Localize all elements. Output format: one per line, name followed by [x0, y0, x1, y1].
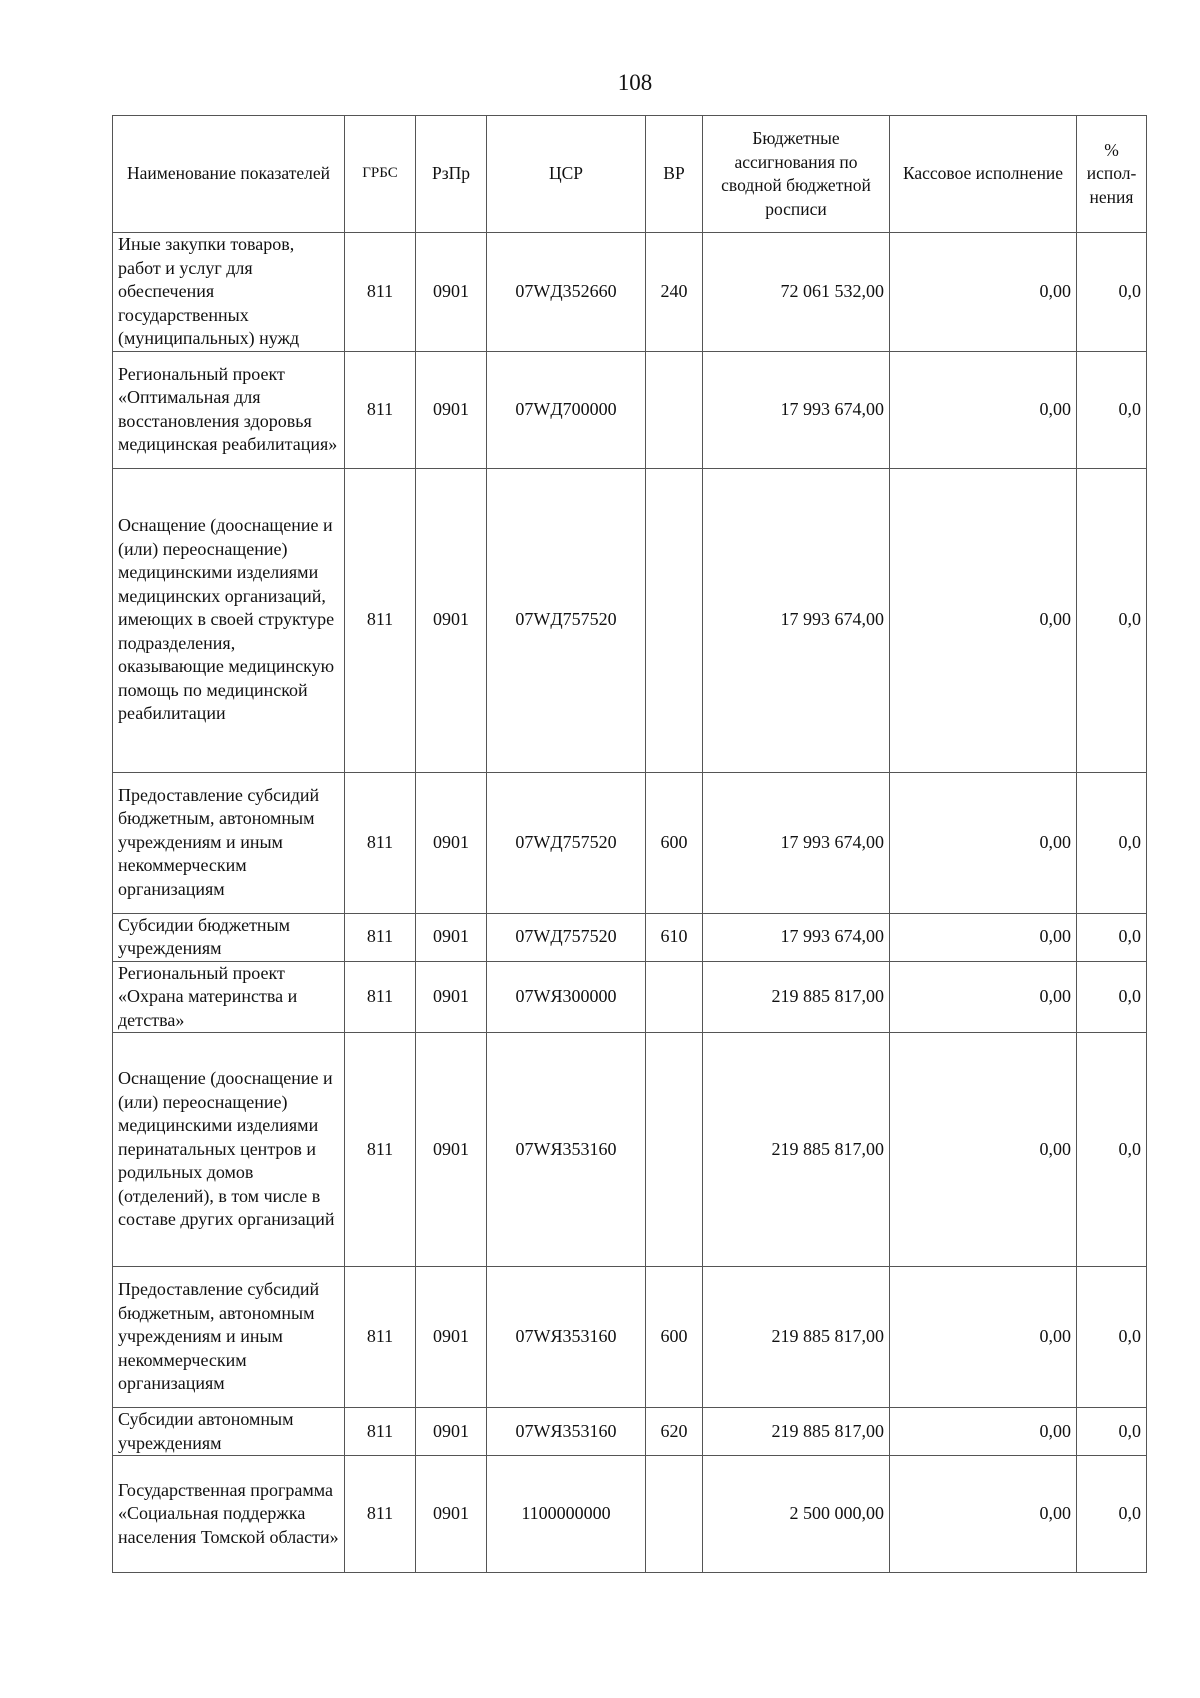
table-row [113, 772, 1147, 913]
cell-budget: 219 885 817,00 [703, 1033, 890, 1267]
cell-vr [646, 468, 703, 772]
cell-vr: 240 [646, 233, 703, 352]
cell-cash: 0,00 [890, 233, 1077, 352]
cell-rzpr: 0901 [416, 961, 487, 1033]
header-name: Наименование показателей [113, 116, 345, 233]
cell-budget: 2 500 000,00 [703, 1456, 890, 1573]
cell-csr: 07WД757520 [487, 772, 646, 913]
cell-name: Предоставление субсидий бюджетным, автономным учреждениям и иным некоммерческим организациям [113, 1267, 345, 1408]
cell-cash: 0,00 [890, 1033, 1077, 1267]
budget-table [112, 115, 1147, 1573]
cell-rzpr: 0901 [416, 1408, 487, 1456]
cell-grbs: 811 [345, 233, 416, 352]
cell-budget: 17 993 674,00 [703, 772, 890, 913]
cell-csr: 07WЯ300000 [487, 961, 646, 1033]
cell-name: Государственная программа «Социальная поддержка населения Томской области» [113, 1456, 345, 1573]
cell-vr [646, 961, 703, 1033]
cell-cash: 0,00 [890, 1267, 1077, 1408]
table-row [113, 1408, 1147, 1456]
cell-rzpr: 0901 [416, 351, 487, 468]
table-row [113, 961, 1147, 1033]
cell-percent: 0,0 [1077, 913, 1147, 961]
header-row [113, 116, 1147, 233]
cell-grbs: 811 [345, 913, 416, 961]
table-row [113, 351, 1147, 468]
cell-csr: 07WД352660 [487, 233, 646, 352]
cell-name: Региональный проект «Оптимальная для восстановления здоровья медицинская реабилитация» [113, 351, 345, 468]
cell-budget: 72 061 532,00 [703, 233, 890, 352]
cell-rzpr: 0901 [416, 772, 487, 913]
cell-percent: 0,0 [1077, 1456, 1147, 1573]
cell-rzpr: 0901 [416, 913, 487, 961]
cell-budget: 219 885 817,00 [703, 1267, 890, 1408]
cell-budget: 219 885 817,00 [703, 1408, 890, 1456]
cell-grbs: 811 [345, 1033, 416, 1267]
table-row [113, 233, 1147, 352]
cell-vr: 620 [646, 1408, 703, 1456]
cell-name: Предоставление субсидий бюджетным, автономным учреждениям и иным некоммерческим организациям [113, 772, 345, 913]
cell-name: Региональный проект «Охрана материнства и детства» [113, 961, 345, 1033]
cell-percent: 0,0 [1077, 1267, 1147, 1408]
table-row [113, 1033, 1147, 1267]
header-cash: Кассовое исполнение [890, 116, 1077, 233]
cell-csr: 07WЯ353160 [487, 1033, 646, 1267]
header-rzpr: РзПр [416, 116, 487, 233]
cell-rzpr: 0901 [416, 1267, 487, 1408]
cell-percent: 0,0 [1077, 1408, 1147, 1456]
cell-cash: 0,00 [890, 772, 1077, 913]
cell-vr [646, 1456, 703, 1573]
cell-name: Субсидии автономным учреждениям [113, 1408, 345, 1456]
header-grbs: ГРБС [345, 116, 416, 233]
cell-csr: 07WЯ353160 [487, 1408, 646, 1456]
cell-budget: 219 885 817,00 [703, 961, 890, 1033]
cell-vr [646, 1033, 703, 1267]
cell-percent: 0,0 [1077, 1033, 1147, 1267]
cell-name: Субсидии бюджетным учреждениям [113, 913, 345, 961]
table-row [113, 1267, 1147, 1408]
cell-grbs: 811 [345, 351, 416, 468]
cell-name: Оснащение (дооснащение и (или) переоснащение) медицинскими изделиями медицинских организаций, имеющих в своей структуре подразделения, оказывающие медицинскую помощь по медицинской реабилитации [113, 468, 345, 772]
cell-rzpr: 0901 [416, 1456, 487, 1573]
cell-percent: 0,0 [1077, 772, 1147, 913]
cell-grbs: 811 [345, 1267, 416, 1408]
cell-csr: 07WД757520 [487, 913, 646, 961]
cell-rzpr: 0901 [416, 233, 487, 352]
cell-percent: 0,0 [1077, 351, 1147, 468]
cell-cash: 0,00 [890, 1408, 1077, 1456]
header-budget: Бюджетные ассигнования по сводной бюджетной росписи [703, 116, 890, 233]
cell-csr: 07WД757520 [487, 468, 646, 772]
header-percent [1077, 116, 1147, 233]
cell-name: Иные закупки товаров, работ и услуг для обеспечения государственных (муниципальных) нужд [113, 233, 345, 352]
table-row [113, 468, 1147, 772]
cell-name: Оснащение (дооснащение и (или) переоснащение) медицинскими изделиями перинатальных центров и родильных домов (отделений), в том числе в составе других организаций [113, 1033, 345, 1267]
header-percent-symbol: % [1104, 139, 1119, 160]
cell-budget: 17 993 674,00 [703, 351, 890, 468]
page-number: 108 [617, 70, 653, 95]
cell-vr [646, 351, 703, 468]
cell-cash: 0,00 [890, 468, 1077, 772]
cell-percent: 0,0 [1077, 961, 1147, 1033]
cell-cash: 0,00 [890, 1456, 1077, 1573]
cell-cash: 0,00 [890, 961, 1077, 1033]
header-vr: ВР [646, 116, 703, 233]
cell-csr: 07WЯ353160 [487, 1267, 646, 1408]
cell-percent: 0,0 [1077, 468, 1147, 772]
header-percent-text: испол-нения [1086, 163, 1137, 207]
cell-vr: 600 [646, 772, 703, 913]
table-row [113, 913, 1147, 961]
cell-grbs: 811 [345, 1456, 416, 1573]
cell-grbs: 811 [345, 772, 416, 913]
cell-grbs: 811 [345, 961, 416, 1033]
cell-grbs: 811 [345, 1408, 416, 1456]
cell-csr: 1100000000 [487, 1456, 646, 1573]
cell-percent: 0,0 [1077, 233, 1147, 352]
cell-grbs: 811 [345, 468, 416, 772]
cell-cash: 0,00 [890, 913, 1077, 961]
cell-rzpr: 0901 [416, 1033, 487, 1267]
cell-cash: 0,00 [890, 351, 1077, 468]
cell-csr: 07WД700000 [487, 351, 646, 468]
table-row [113, 1456, 1147, 1573]
cell-vr: 600 [646, 1267, 703, 1408]
cell-rzpr: 0901 [416, 468, 487, 772]
header-csr: ЦСР [487, 116, 646, 233]
cell-vr: 610 [646, 913, 703, 961]
cell-budget: 17 993 674,00 [703, 468, 890, 772]
cell-budget: 17 993 674,00 [703, 913, 890, 961]
